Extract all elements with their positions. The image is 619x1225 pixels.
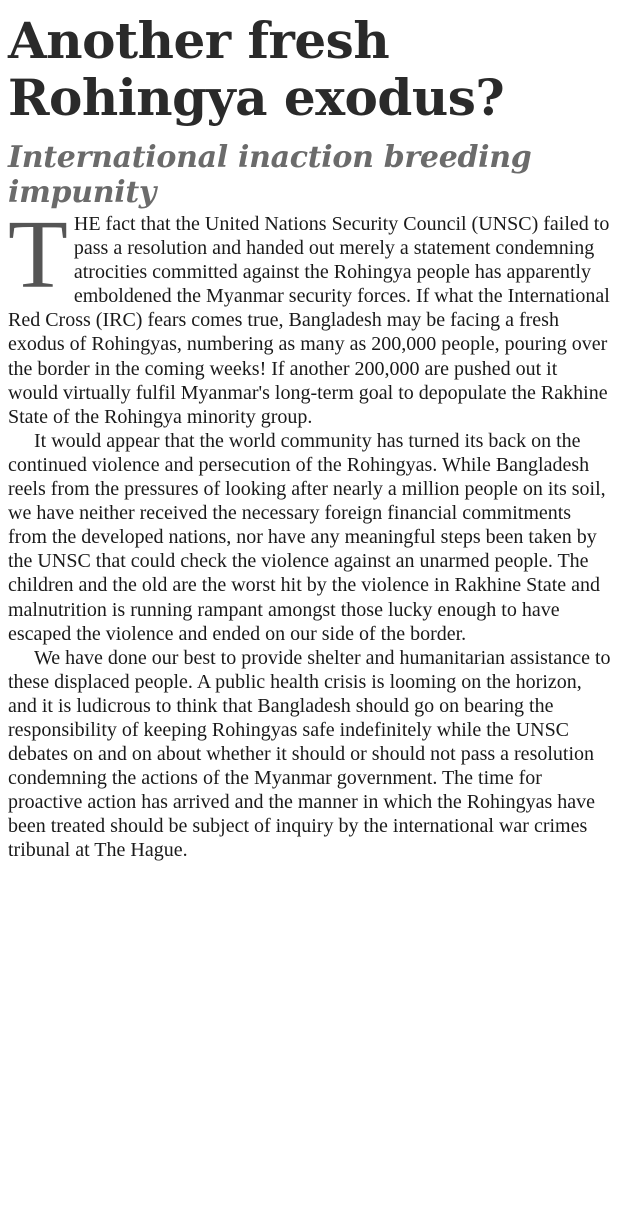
drop-cap: T — [8, 201, 68, 309]
paragraph-1 — [8, 201, 612, 429]
paragraph-1-text: HE fact that the United Nations Security Council (UNSC) failed to pass a resolution and handed out merely a statement condemning atrocities committed against the Rohingya people has apparently emboldened the Myanmar security forces. If what the International Red Cross (IRC) fears comes true, Bangladesh may be facing a fresh exodus of Rohingyas, numbering as many as 200,000 people, pouring over the border in the coming weeks! If another 200,000 are pushed out it would virtually fulfil Myanmar's long-term goal to depopulate the Rakhine State of the Rohingya minority group. — [8, 213, 610, 428]
subheadline: International inaction breeding impunity — [8, 140, 532, 210]
headline: Another fresh Rohingya exodus? — [8, 11, 505, 127]
paragraph-2: It would appear that the world community has turned its back on the continued violence and persecution of the Rohingyas. While Bangladesh reels from the pressures of looking after nearly a million people on its soil, we have neither received the necessary foreign financial commitments from the developed nations, nor have any meaningful steps been taken by the UNSC that could check the violence against an unarmed people. The children and the old are the worst hit by the violence in Rakhine State and malnutrition is running rampant amongst those lucky enough to have escaped the violence and ended on our side of the border. — [8, 429, 606, 645]
paragraph-3: We have done our best to provide shelter and humanitarian assistance to these displaced people. A public health crisis is looming on the horizon, and it is ludicrous to think that Bangladesh should go on bearing the responsibility of keeping Rohingyas safe indefinitely while the UNSC debates on and on about whether it should or should not pass a resolution condemning the actions of the Myanmar government. The time for proactive action has arrived and the manner in which the Rohingyas have been treated should be subject of inquiry by the international war crimes tribunal at The Hague. — [8, 646, 611, 862]
article — [8, 0, 612, 863]
article-body — [8, 201, 612, 863]
